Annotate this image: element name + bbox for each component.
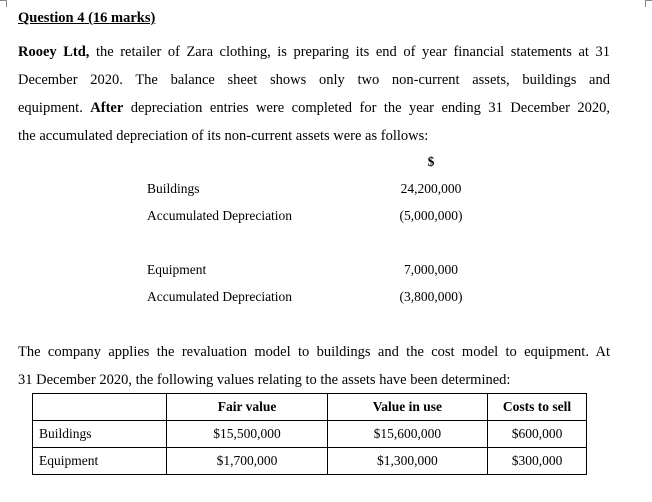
- header-costs-to-sell: Costs to sell: [488, 394, 587, 421]
- buildings-costs-to-sell: $600,000: [488, 421, 587, 448]
- equipment-value: 7,000,000: [404, 262, 458, 277]
- table-row: [33, 448, 587, 475]
- intro-paragraph: [18, 38, 610, 150]
- buildings-dep-label: Accumulated Depreciation: [147, 208, 293, 223]
- row-label-buildings: Buildings: [33, 421, 167, 448]
- page-corner-mark-left: [0, 0, 7, 7]
- currency-header: $: [427, 154, 435, 169]
- models-line-1: The company applies the revaluation model to buildings and the cost model to equipment. At: [18, 344, 610, 360]
- asset-values-table: [32, 393, 587, 475]
- models-line-2: 31 December 2020, the following values relating to the assets have been determined:: [18, 372, 511, 388]
- buildings-value-in-use: $15,600,000: [327, 421, 487, 448]
- buildings-label: Buildings: [147, 181, 200, 196]
- intro-line-1: Rooey Ltd, the retailer of Zara clothing, is preparing its end of year financial statements at 31: [18, 44, 610, 60]
- row-label-equipment: Equipment: [33, 448, 167, 475]
- header-value-in-use: Value in use: [327, 394, 487, 421]
- equipment-label: Equipment: [147, 262, 207, 277]
- header-cell-blank: [33, 394, 167, 421]
- buildings-dep-value: (5,000,000): [399, 208, 463, 223]
- page-corner-mark-right: [645, 0, 652, 7]
- table-header-row: [33, 394, 587, 421]
- equipment-dep-value: (3,800,000): [399, 289, 463, 304]
- equipment-value-in-use: $1,300,000: [327, 448, 487, 475]
- header-fair-value: Fair value: [167, 394, 327, 421]
- table-row: [33, 421, 587, 448]
- question-heading: Question 4 (16 marks): [18, 10, 156, 26]
- equipment-dep-label: Accumulated Depreciation: [147, 289, 293, 304]
- buildings-value: 24,200,000: [400, 181, 462, 196]
- intro-line-4: the accumulated depreciation of its non-current assets were as follows:: [18, 128, 429, 144]
- models-paragraph: [18, 338, 610, 394]
- equipment-fair-value: $1,700,000: [167, 448, 327, 475]
- intro-line-3: equipment. After depreciation entries were completed for the year ending 31 December 2020,: [18, 100, 610, 116]
- buildings-fair-value: $15,500,000: [167, 421, 327, 448]
- intro-line-2: December 2020. The balance sheet shows only two non-current assets, buildings and: [18, 72, 610, 88]
- equipment-costs-to-sell: $300,000: [488, 448, 587, 475]
- company-name: Rooey Ltd,: [18, 44, 90, 60]
